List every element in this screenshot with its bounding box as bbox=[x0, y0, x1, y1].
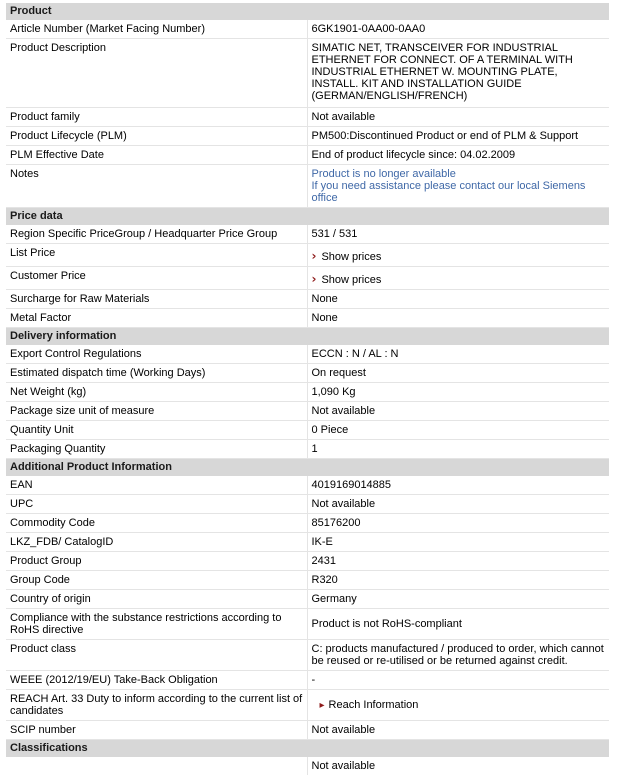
table-row bbox=[6, 671, 609, 690]
product-spec-table bbox=[6, 3, 609, 775]
notes-value bbox=[307, 165, 609, 208]
scip-number-label: SCIP number bbox=[6, 721, 307, 740]
surcharge-value: None bbox=[307, 290, 609, 309]
catalog-id-label: LKZ_FDB/ CatalogID bbox=[6, 533, 307, 552]
plm-date-label: PLM Effective Date bbox=[6, 146, 307, 165]
show-list-prices-link[interactable] bbox=[312, 251, 382, 263]
article-number-label: Article Number (Market Facing Number) bbox=[6, 20, 307, 39]
section-title: Product bbox=[6, 3, 609, 20]
no-longer-available-note: Product is no longer available bbox=[311, 168, 456, 180]
list-price-value bbox=[307, 244, 609, 267]
section-title: Price data bbox=[6, 208, 609, 226]
contact-siemens-link[interactable]: If you need assistance please contact our local Siemens office bbox=[311, 180, 586, 204]
table-row bbox=[6, 421, 609, 440]
weee-label: WEEE (2012/19/EU) Take-Back Obligation bbox=[6, 671, 307, 690]
notes-label: Notes bbox=[6, 165, 307, 208]
article-number-value: 6GK1901-0AA00-0AA0 bbox=[307, 20, 609, 39]
rohs-compliance-value: Product is not RoHS-compliant bbox=[307, 609, 609, 640]
table-row bbox=[6, 533, 609, 552]
table-row bbox=[6, 383, 609, 402]
rohs-compliance-label: Compliance with the substance restrictions according to RoHS directive bbox=[6, 609, 307, 640]
surcharge-label: Surcharge for Raw Materials bbox=[6, 290, 307, 309]
quantity-unit-label: Quantity Unit bbox=[6, 421, 307, 440]
commodity-code-label: Commodity Code bbox=[6, 514, 307, 533]
section-header-classifications bbox=[6, 740, 609, 758]
reach-value bbox=[307, 690, 609, 721]
packaging-quantity-label: Packaging Quantity bbox=[6, 440, 307, 459]
country-of-origin-label: Country of origin bbox=[6, 590, 307, 609]
upc-value: Not available bbox=[307, 495, 609, 514]
weee-value: - bbox=[307, 671, 609, 690]
table-row bbox=[6, 309, 609, 328]
ean-value: 4019169014885 bbox=[307, 476, 609, 495]
product-description-label: Product Description bbox=[6, 39, 307, 108]
country-of-origin-value: Germany bbox=[307, 590, 609, 609]
export-control-label: Export Control Regulations bbox=[6, 345, 307, 364]
customer-price-label: Customer Price bbox=[6, 267, 307, 290]
product-family-value: Not available bbox=[307, 108, 609, 127]
table-row bbox=[6, 590, 609, 609]
table-row bbox=[6, 364, 609, 383]
price-group-label: Region Specific PriceGroup / Headquarter Price Group bbox=[6, 225, 307, 244]
ean-label: EAN bbox=[6, 476, 307, 495]
customer-price-value bbox=[307, 267, 609, 290]
quantity-unit-value: 0 Piece bbox=[307, 421, 609, 440]
reach-information-label: Reach Information bbox=[328, 698, 419, 711]
show-customer-prices-link[interactable] bbox=[312, 274, 382, 286]
product-class-label: Product class bbox=[6, 640, 307, 671]
section-header-additional bbox=[6, 459, 609, 477]
catalog-id-value: IK-E bbox=[307, 533, 609, 552]
show-prices-label: Show prices bbox=[321, 251, 382, 263]
table-row bbox=[6, 609, 609, 640]
reach-label: REACH Art. 33 Duty to inform according to the current list of candidates bbox=[6, 690, 307, 721]
section-title: Additional Product Information bbox=[6, 459, 609, 477]
commodity-code-value: 85176200 bbox=[307, 514, 609, 533]
product-description-value: SIMATIC NET, TRANSCEIVER FOR INDUSTRIAL ETHERNET FOR CONNECT. OF A TERMINAL WITH INDUSTRIAL ETHERNET W. MOUNTING PLATE, INSTALL. KIT AND INSTALLATION GUIDE (GERMAN/ENGLISH/FRENCH) bbox=[307, 39, 609, 108]
table-row bbox=[6, 476, 609, 495]
scip-number-value: Not available bbox=[307, 721, 609, 740]
product-lifecycle-label: Product Lifecycle (PLM) bbox=[6, 127, 307, 146]
table-row bbox=[6, 20, 609, 39]
classifications-label bbox=[6, 757, 307, 775]
table-row bbox=[6, 721, 609, 740]
list-price-label: List Price bbox=[6, 244, 307, 267]
group-code-value: R320 bbox=[307, 571, 609, 590]
section-header-delivery bbox=[6, 328, 609, 346]
section-title: Delivery information bbox=[6, 328, 609, 346]
table-row bbox=[6, 514, 609, 533]
product-family-label: Product family bbox=[6, 108, 307, 127]
table-row bbox=[6, 146, 609, 165]
package-size-value: Not available bbox=[307, 402, 609, 421]
table-row bbox=[6, 402, 609, 421]
upc-label: UPC bbox=[6, 495, 307, 514]
table-row bbox=[6, 640, 609, 671]
table-row bbox=[6, 571, 609, 590]
table-row bbox=[6, 690, 609, 721]
product-lifecycle-value: PM500:Discontinued Product or end of PLM & Support bbox=[307, 127, 609, 146]
table-row bbox=[6, 440, 609, 459]
table-row bbox=[6, 495, 609, 514]
product-group-value: 2431 bbox=[307, 552, 609, 571]
table-row bbox=[6, 244, 609, 267]
net-weight-value: 1,090 Kg bbox=[307, 383, 609, 402]
packaging-quantity-value: 1 bbox=[307, 440, 609, 459]
table-row bbox=[6, 267, 609, 290]
table-row bbox=[6, 225, 609, 244]
product-class-value: C: products manufactured / produced to order, which cannot be reused or re-utilised or be returned against credit. bbox=[307, 640, 609, 671]
table-row bbox=[6, 39, 609, 108]
package-size-label: Package size unit of measure bbox=[6, 402, 307, 421]
table-row bbox=[6, 345, 609, 364]
plm-date-value: End of product lifecycle since: 04.02.2009 bbox=[307, 146, 609, 165]
triangle-right-icon: ▸ bbox=[319, 699, 325, 711]
dispatch-time-value: On request bbox=[307, 364, 609, 383]
table-row bbox=[6, 757, 609, 775]
show-prices-label: Show prices bbox=[321, 274, 382, 286]
dispatch-time-label: Estimated dispatch time (Working Days) bbox=[6, 364, 307, 383]
reach-information-link[interactable] bbox=[320, 699, 419, 711]
product-group-label: Product Group bbox=[6, 552, 307, 571]
section-header-product bbox=[6, 3, 609, 20]
table-row bbox=[6, 108, 609, 127]
table-row bbox=[6, 127, 609, 146]
net-weight-label: Net Weight (kg) bbox=[6, 383, 307, 402]
classifications-value: Not available bbox=[311, 760, 376, 772]
metal-factor-value: None bbox=[307, 309, 609, 328]
chevron-right-icon: › bbox=[311, 249, 317, 263]
table-row bbox=[6, 290, 609, 309]
price-group-value: 531 / 531 bbox=[307, 225, 609, 244]
table-row bbox=[6, 165, 609, 208]
group-code-label: Group Code bbox=[6, 571, 307, 590]
chevron-right-icon: › bbox=[311, 272, 317, 286]
export-control-value: ECCN : N / AL : N bbox=[307, 345, 609, 364]
section-header-price bbox=[6, 208, 609, 226]
section-title: Classifications bbox=[6, 740, 609, 758]
metal-factor-label: Metal Factor bbox=[6, 309, 307, 328]
table-row bbox=[6, 552, 609, 571]
